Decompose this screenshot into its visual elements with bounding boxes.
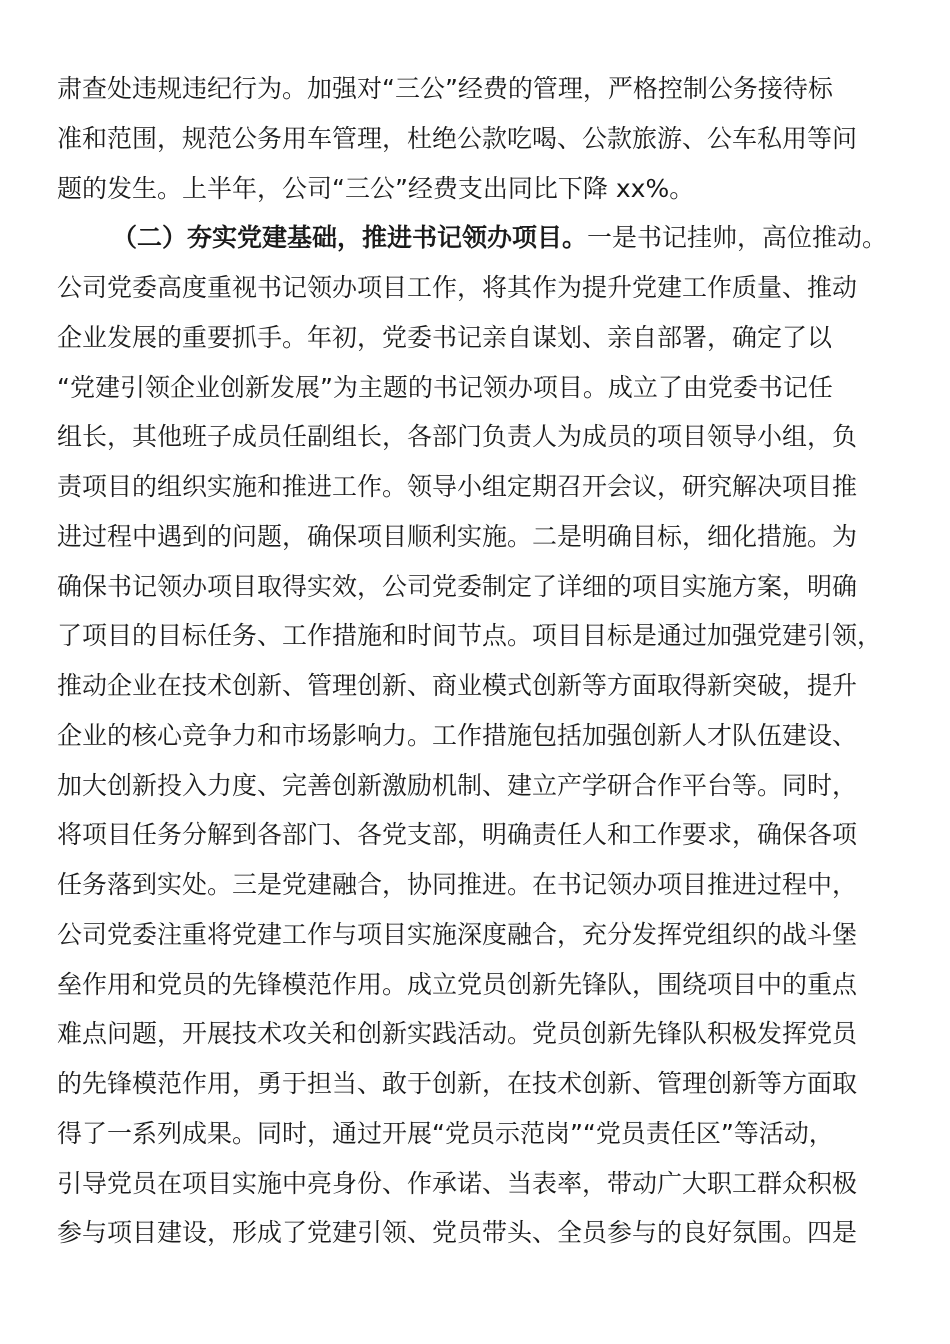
text-line: 企业的核心竞争力和市场影响力。工作措施包括加强创新人才队伍建设、: [57, 720, 858, 750]
text-line: 肃查处违规违纪行为。加强对“三公”经费的管理，严格控制公务接待标: [57, 74, 833, 103]
text-line: “党建引领企业创新发展”为主题的书记领办项目。成立了由党委书记任: [57, 372, 833, 402]
text-line: 进过程中遇到的问题，确保项目顺利实施。二是明确目标，细化措施。为: [57, 521, 858, 551]
text-line: 确保书记领办项目取得实效，公司党委制定了详细的项目实施方案，明确: [57, 571, 858, 601]
text-line: 加大创新投入力度、完善创新激励机制、建立产学研合作平台等。同时，: [57, 770, 858, 800]
text-line: 参与项目建设，形成了党建引领、党员带头、全员参与的良好氛围。四是: [57, 1218, 858, 1248]
text-line: 任务落到实处。三是党建融合，协同推进。在书记领办项目推进过程中，: [57, 870, 858, 899]
text-line: 难点问题，开展技术攻关和创新实践活动。党员创新先锋队积极发挥党员: [57, 1019, 858, 1049]
section-heading: （二）夯实党建基础，推进书记领办项目。: [112, 223, 588, 253]
text-line: 责项目的组织实施和推进工作。领导小组定期召开会议，研究解决项目推: [57, 472, 858, 501]
text-line: 引导党员在项目实施中亮身份、作承诺、当表率，带动广大职工群众积极: [57, 1168, 858, 1198]
text-line: 公司党委注重将党建工作与项目实施深度融合，充分发挥党组织的战斗堡: [57, 919, 858, 949]
text-line: 垒作用和党员的先锋模范作用。成立党员创新先锋队，围绕项目中的重点: [57, 969, 858, 999]
text-line: 组长，其他班子成员任副组长，各部门负责人为成员的项目领导小组，负: [57, 422, 858, 452]
text-line: 了项目的目标任务、工作措施和时间节点。项目目标是通过加强党建引领，: [57, 621, 883, 651]
text-line: 将项目任务分解到各部门、各党支部，明确责任人和工作要求，确保各项: [57, 820, 858, 850]
text-span: 一是书记挂帅，高位推动。: [587, 223, 888, 253]
text-line: 题的发生。上半年，公司“三公”经费支出同比下降 xx%。: [57, 173, 695, 203]
text-line: 企业发展的重要抓手。年初，党委书记亲自谋划、亲自部署，确定了以: [57, 322, 833, 352]
text-line: 得了一系列成果。同时，通过开展“党员示范岗”“党员责任区”等活动，: [57, 1118, 834, 1148]
document-body: [57, 64, 893, 1258]
text-line: 的先锋模范作用，勇于担当、敢于创新，在技术创新、管理创新等方面取: [57, 1069, 858, 1098]
text-line: 准和范围，规范公务用车管理，杜绝公款吃喝、公款旅游、公车私用等问: [57, 123, 858, 153]
text-line: 推动企业在技术创新、管理创新、商业模式创新等方面取得新突破，提升: [57, 671, 858, 700]
text-line: 公司党委高度重视书记领办项目工作，将其作为提升党建工作质量、推动: [57, 273, 858, 302]
section-heading-line: [57, 213, 893, 263]
